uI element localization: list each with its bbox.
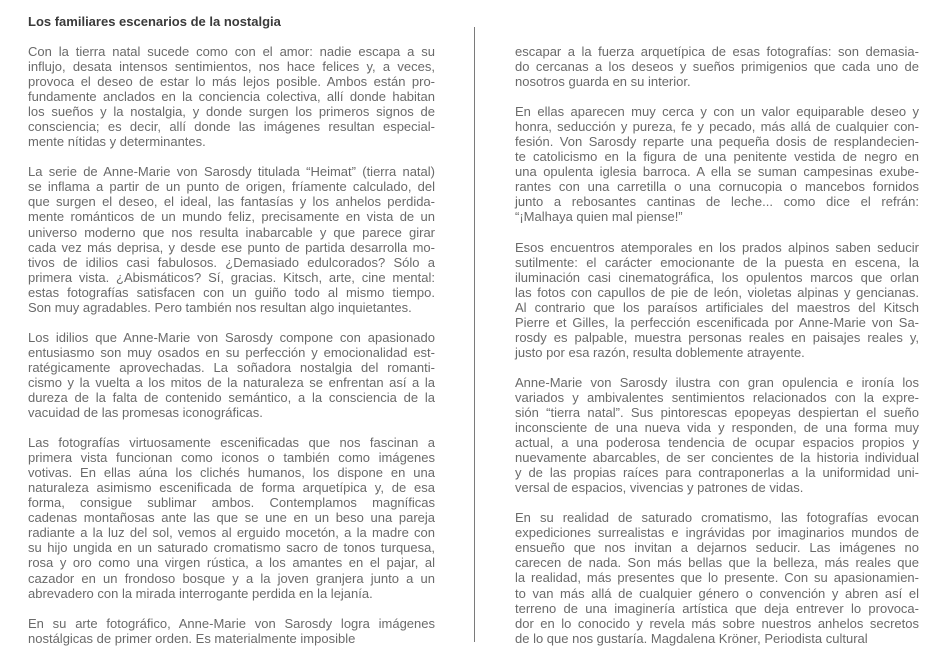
text-line: dureza de la falta de contenido semántico, a la consciencia de la — [28, 389, 435, 405]
text-line: escapar a la fuerza arquetípica de esas fotografías: son demasia- — [515, 44, 919, 59]
text-line: su hijo ungida en un saturado cromatismo sacro de tonos turquesa, — [28, 540, 435, 556]
text-line: dor en lo conocido y revela más sobre nuestros anhelos secretos — [515, 615, 919, 631]
text-line: Al contrario que los paraísos artificiales del maestros del Kitsch — [515, 299, 919, 315]
right-column — [515, 44, 919, 661]
text-line: La serie de Anne-Marie von Sarosdy titulada “Heimat” (tierra natal) — [28, 164, 435, 180]
text-line: cada vez más deprisa, y desde ese punto de partida desarrolla mo- — [28, 239, 435, 255]
text-line: mente románticos de un mundo feliz, precisamente en vista de un — [28, 209, 435, 225]
text-line: fesión. Von Sarosdy reparte una pequeña dosis de resplandecien- — [515, 134, 919, 150]
text-line: consciencia; es decir, allí donde las imágenes resultan especial- — [28, 119, 435, 135]
text-line: provoca el deseo de estar lo más lejos posible. Ambos están pro- — [28, 74, 435, 90]
paragraph — [515, 240, 919, 360]
text-line: nosotros guarda en su interior. — [515, 74, 691, 90]
text-line: variados y ambivalentes sentimientos relacionados con la expre- — [515, 389, 919, 405]
text-line: cismo y la vuelta a los mitos de la naturaleza se enfrentan así a la — [28, 374, 435, 390]
text-line: los sueños y la nostalgia, y donde surgen los primeros signos de — [28, 104, 435, 120]
text-line: sión “tierra natal”. Sus pintorescas epopeyas despiertan el sueño — [515, 404, 919, 420]
text-line: la realidad, más presentes que lo presente. Con su apasionamien- — [515, 570, 919, 586]
text-line: Anne-Marie von Sarosdy ilustra con gran opulencia e ironía los — [515, 374, 919, 390]
text-line: En ellas aparecen muy cerca y con un valor equiparable deseo y — [515, 104, 919, 120]
paragraph — [28, 330, 435, 420]
text-line: “¡Malhaya quien mal piense!” — [515, 209, 683, 225]
text-line: Los idilios que Anne-Marie von Sarosdy compone con apasionado — [28, 329, 435, 345]
text-line: nuevamente abarcables, de ser concientes de la historia individual — [515, 450, 919, 466]
text-line: En su arte fotográfico, Anne-Marie von Sarosdy logra imágenes — [28, 615, 435, 631]
text-line: rosa y oro como una virgen rústica, a los amantes en el pajar, al — [28, 555, 435, 571]
text-line: terreno de una imaginería artística que deja entrever lo provoca- — [515, 600, 919, 616]
text-line: votivas. En ellas aúna los clichés humanos, los dispone en una — [28, 465, 435, 481]
text-line: actual, a una poderosa tendencia de ocupar espacios propios y — [515, 435, 919, 451]
text-line: tivos de idilios casi fabulosos. ¿Demasiado edulcorados? Sólo a — [28, 254, 435, 270]
text-line: inconsciente de una nueva vida y responden, de una forma muy — [515, 420, 919, 436]
text-line: cazador en un frondoso bosque y a la joven granjera junto a un — [28, 570, 435, 586]
text-line: ensueño que nos invitan a dejarnos seducir. Las imágenes no — [515, 540, 919, 556]
text-line: Esos encuentros atemporales en los prados alpinos saben seducir — [515, 239, 919, 255]
text-line: iluminación casi cinematográfica, los opulentos marcos que orlan — [515, 269, 919, 285]
text-line: rantes con una carretilla o una cornucopia o mancebos fornidos — [515, 179, 919, 195]
text-line: primera vista. ¿Abismáticos? Sí, gracias. Kitsch, arte, cine mental: — [28, 269, 435, 285]
column-divider — [474, 27, 475, 642]
paragraph — [515, 104, 919, 224]
text-line: carecen de nada. Son más bellas que la belleza, más reales que — [515, 555, 919, 571]
text-line: Las fotografías virtuosamente escenificadas que nos fascinan a — [28, 435, 435, 451]
paragraph — [28, 164, 435, 314]
text-line: fundamente anclados en la conciencia colectiva, allí donde habitan — [28, 89, 435, 105]
text-line: to van más allá de cualquier género o convención y abren así el — [515, 585, 919, 601]
text-line: una opulenta iglesia barroca. A ella se suman campesinas exube- — [515, 164, 919, 180]
paragraph — [515, 375, 919, 495]
text-line: expediciones surrealistas e ingrávidas por imaginarios mundos de — [515, 525, 919, 541]
paragraph — [28, 435, 435, 601]
text-line: cadenas montañosas ante las que se une en un beso una pareja — [28, 510, 435, 526]
article-title: Los familiares escenarios de la nostalgia — [28, 14, 281, 29]
text-line: ratégicamente aprovechadas. La soñadora nostalgia del romanti- — [28, 359, 435, 375]
text-line: Pierre et Gilles, la perfección escenificada por Anne-Marie von Sa- — [515, 314, 919, 330]
text-line: las fotos con capullos de pie de león, violetas alpinas y gencianas. — [515, 284, 919, 300]
text-line: do cercanas a los deseos y sueños primigenios que cada uno de — [515, 59, 919, 75]
text-line: nostálgicas de primer orden. Es materialmente imposible — [28, 630, 356, 646]
text-line: que surgen el deseo, el ideal, las fantasías y los anhelos perdida- — [28, 194, 435, 210]
text-line: y de las propias raíces para contraponerlas a la uniformidad uni- — [515, 465, 919, 481]
text-line: mente nítidas y determinantes. — [28, 134, 206, 150]
text-line: forma, consigue sublimar ambos. Contemplamos magníficas — [28, 495, 435, 511]
paragraph — [28, 616, 435, 646]
text-line: influjo, desata intensos sentimientos, nos hace felices y, a veces, — [28, 59, 435, 75]
text-line: estas fotografías satisfacen con un guiño todo al mismo tiempo. — [28, 284, 435, 300]
paragraph — [28, 44, 435, 149]
text-line: te catolicismo en la figura de una penitente vestida de negro en — [515, 149, 919, 165]
text-line: En su realidad de saturado cromatismo, las fotografías evocan — [515, 510, 919, 526]
text-line: junto a rebosantes cantinas de leche... como dice el refrán: — [515, 194, 919, 210]
text-line: entusiasmo son muy osados en su perfección y emocionalidad est- — [28, 344, 435, 360]
text-line: rosdy es palpable, muestra personas reales en paisajes reales y, — [515, 329, 919, 345]
paragraph — [515, 510, 919, 645]
text-line: universo moderno que nos resulta inabarcable y que parece girar — [28, 224, 435, 240]
text-line: primera vista funcionan como iconos o también como imágenes — [28, 450, 435, 466]
text-line: radiante a la luz del sol, vemos al erguido mocetón, a la madre con — [28, 525, 435, 541]
text-line: se inflama a partir de un punto de origen, fríamente calculado, del — [28, 179, 435, 195]
text-line: honra, seducción y pureza, fe y pecado, más allá de cualquier con- — [515, 119, 919, 135]
text-line: justo por esa razón, resulta doblemente atrayente. — [515, 344, 805, 360]
text-line: abrevadero con la mirada interrogante perdida en la lejanía. — [28, 585, 373, 601]
text-line: de lo que nos gustaría. Magdalena Kröner, Periodista cultural — [515, 630, 868, 646]
text-line: versal de espacios, vivencias y patrones de vidas. — [515, 480, 804, 496]
text-line: sutilmente: el carácter emocionante de la puesta en escena, la — [515, 254, 919, 270]
text-line: naturaleza asimismo escenificada de forma arquetípica y, de esa — [28, 480, 435, 496]
text-line: Son muy agradables. Pero también nos resultan algo inquietantes. — [28, 299, 412, 315]
text-line: vacuidad de las promesas iconográficas. — [28, 405, 263, 421]
left-column — [28, 44, 435, 661]
paragraph — [515, 44, 919, 89]
text-line: Con la tierra natal sucede como con el amor: nadie escapa a su — [28, 44, 435, 59]
